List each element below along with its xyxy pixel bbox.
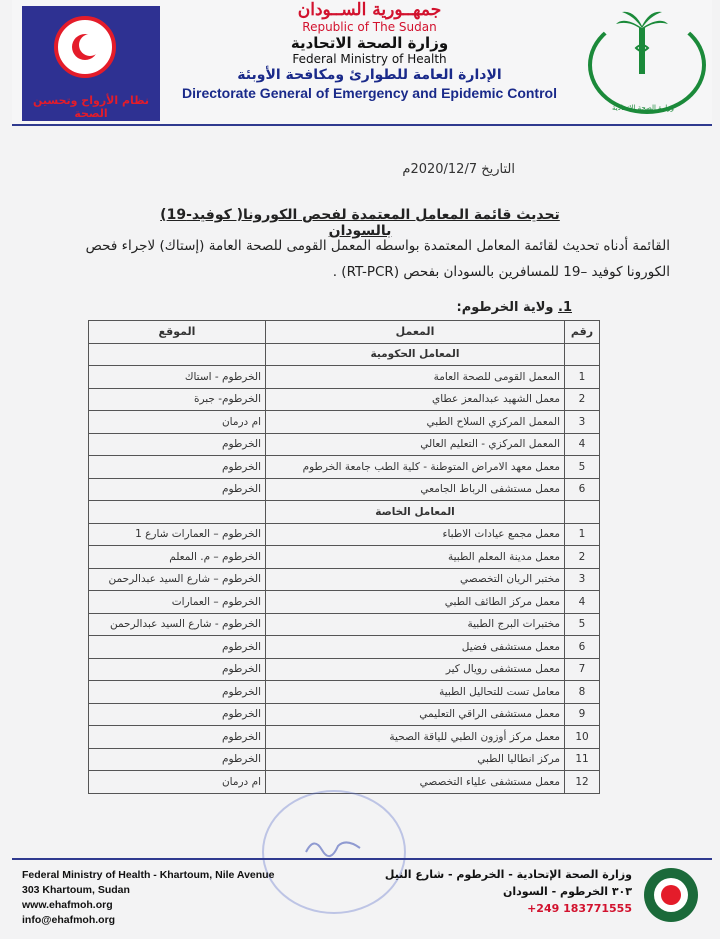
table-row <box>89 478 600 501</box>
lab-number: 4 <box>565 433 600 456</box>
table-row <box>89 748 600 771</box>
ministry-logo-left <box>22 6 160 121</box>
lab-location: ام درمان <box>89 771 266 794</box>
lab-name: معمل مجمع عيادات الاطباء <box>266 523 565 546</box>
lab-name: المعمل القومى للصحة العامة <box>266 366 565 389</box>
labs-table-body <box>89 343 600 793</box>
footer-email-link[interactable]: info@ehafmoh.org <box>22 914 116 926</box>
lab-name: معامل تست للتحاليل الطبية <box>266 681 565 704</box>
table-row <box>89 726 600 749</box>
private-section-label: المعامل الخاصة <box>266 501 565 524</box>
footer-ar-line1: وزارة الصحة الإتحادية - الخرطوم - شارع النيل <box>384 868 632 881</box>
footer-contact-ar <box>385 866 632 917</box>
lab-name: معمل معهد الامراض المتوطنة - كلية الطب جامعة الخرطوم <box>266 456 565 479</box>
footer-website-link[interactable]: www.ehafmoh.org <box>22 899 113 911</box>
table-row <box>89 636 600 659</box>
lab-number: 6 <box>565 636 600 659</box>
col-header-lab: المعمل <box>266 321 565 344</box>
lab-number: 3 <box>565 411 600 434</box>
lab-number: 7 <box>565 658 600 681</box>
table-row <box>89 613 600 636</box>
lab-number: 1 <box>565 366 600 389</box>
lab-number: 2 <box>565 388 600 411</box>
lab-number: 6 <box>565 478 600 501</box>
table-row <box>89 546 600 569</box>
directorate-ar: الإدارة العامة للطوارئ ومكافحة الأوبئة <box>237 67 502 83</box>
footer-address-line2: 303 Khartoum, Sudan <box>22 884 130 896</box>
lab-location: الخرطوم – العمارات <box>89 591 266 614</box>
section-number: 1. <box>558 300 572 315</box>
lab-location: الخرطوم - شارع السيد عبدالرحمن <box>89 613 266 636</box>
col-header-location: الموقع <box>89 321 266 344</box>
table-row <box>89 456 600 479</box>
lab-name: معمل مركز الطائف الطبي <box>266 591 565 614</box>
lab-location: الخرطوم <box>89 703 266 726</box>
lab-number: 9 <box>565 703 600 726</box>
lab-location: الخرطوم <box>89 748 266 771</box>
lab-location: الخرطوم <box>89 636 266 659</box>
table-row <box>89 568 600 591</box>
document-date: التاريخ 2020/12/7م <box>402 162 515 177</box>
lab-name: معمل مستشفى علياء التخصصي <box>266 771 565 794</box>
lab-location: الخرطوم – العمارات شارع 1 <box>89 523 266 546</box>
lab-name: المعمل المركزي - التعليم العالي <box>266 433 565 456</box>
ministry-ar: وزارة الصحة الاتحادية <box>290 34 449 52</box>
lab-name: معمل مركز أوزون الطبي للياقة الصحية <box>266 726 565 749</box>
lab-name: مركز انطاليا الطبي <box>266 748 565 771</box>
country-ar: جمهــورية الســودان <box>297 0 442 20</box>
section-title: ولاية الخرطوم: <box>456 300 554 315</box>
lab-location: الخرطوم – شارع السيد عبدالرحمن <box>89 568 266 591</box>
footer-ar-line2: ٣٠٣ الخرطوم - السودان <box>503 885 632 898</box>
lab-number: 2 <box>565 546 600 569</box>
lab-number: 3 <box>565 568 600 591</box>
private-section-row <box>89 501 600 524</box>
lab-number: 1 <box>565 523 600 546</box>
directorate-en: Directorate General of Emergency and Epidemic Control <box>182 85 557 101</box>
lab-name: مختبرات البرج الطبية <box>266 613 565 636</box>
lab-name: معمل مدينة المعلم الطبية <box>266 546 565 569</box>
intro-paragraph: القائمة أدناه تحديث لقائمة المعامل المعتمدة بواسطه المعمل القومى للصحة العامة (إستاك) لاجراء فحص الكورونا كوفيد –19 للمسافرين بالسودان بفحص (RT-PCR) . <box>85 238 670 280</box>
lab-name: معمل مستشفى الراقي التعليمي <box>266 703 565 726</box>
lab-name: مختبر الريان التخصصي <box>266 568 565 591</box>
gov-section-label: المعامل الحكومية <box>266 343 565 366</box>
lab-location: الخرطوم <box>89 433 266 456</box>
page-footer <box>12 858 712 934</box>
lab-number: 4 <box>565 591 600 614</box>
lab-location: الخرطوم <box>89 681 266 704</box>
lab-location: الخرطوم - استاك <box>89 366 266 389</box>
footer-phone: +249 183771555 <box>527 902 632 915</box>
lab-location: الخرطوم <box>89 456 266 479</box>
lab-location: الخرطوم <box>89 726 266 749</box>
lab-name: معمل مستشفى رويال كير <box>266 658 565 681</box>
labs-table <box>88 320 600 794</box>
table-row <box>89 523 600 546</box>
footer-address-line1: Federal Ministry of Health - Khartoum, Nile Avenue <box>22 869 275 881</box>
country-en: Republic of The Sudan <box>302 20 437 34</box>
logo-left-text: نظام الأرواح وتحسين الصحة <box>32 94 149 120</box>
lab-location: الخرطوم <box>89 478 266 501</box>
lab-location: الخرطوم – م. المعلم <box>89 546 266 569</box>
document-title: تحديث قائمة المعامل المعتمدة لفحص الكورونا( كوفيد-19) بالسودان <box>160 207 560 239</box>
lab-name: معمل مستشفى الرباط الجامعي <box>266 478 565 501</box>
table-row <box>89 366 600 389</box>
table-row <box>89 703 600 726</box>
footer-contact-en <box>22 868 274 928</box>
letterhead <box>12 0 712 126</box>
lab-number: 11 <box>565 748 600 771</box>
footer-logo-icon <box>644 868 698 922</box>
lab-name: معمل مستشفى فضيل <box>266 636 565 659</box>
lab-name: معمل الشهيد عبدالمعز عطاي <box>266 388 565 411</box>
table-row <box>89 433 600 456</box>
palm-tree-icon <box>614 8 670 78</box>
table-header-row <box>89 321 600 344</box>
lab-number: 12 <box>565 771 600 794</box>
lab-location: ام درمان <box>89 411 266 434</box>
table-row <box>89 388 600 411</box>
lab-number: 5 <box>565 456 600 479</box>
table-row <box>89 681 600 704</box>
lab-number: 10 <box>565 726 600 749</box>
letterhead-text <box>172 0 567 102</box>
section-heading <box>457 300 573 315</box>
lab-name: المعمل المركزي السلاح الطبي <box>266 411 565 434</box>
logo-right-caption: وزارة الصحة الإتحادية <box>612 104 674 112</box>
ministry-logo-right <box>584 6 702 116</box>
lab-number: 8 <box>565 681 600 704</box>
ministry-en: Federal Ministry of Health <box>292 52 447 66</box>
col-header-no: رقم <box>565 321 600 344</box>
lab-number: 5 <box>565 613 600 636</box>
lab-location: الخرطوم <box>89 658 266 681</box>
table-row <box>89 411 600 434</box>
table-row <box>89 658 600 681</box>
table-row <box>89 591 600 614</box>
gov-section-row <box>89 343 600 366</box>
lab-location: الخرطوم- جبرة <box>89 388 266 411</box>
